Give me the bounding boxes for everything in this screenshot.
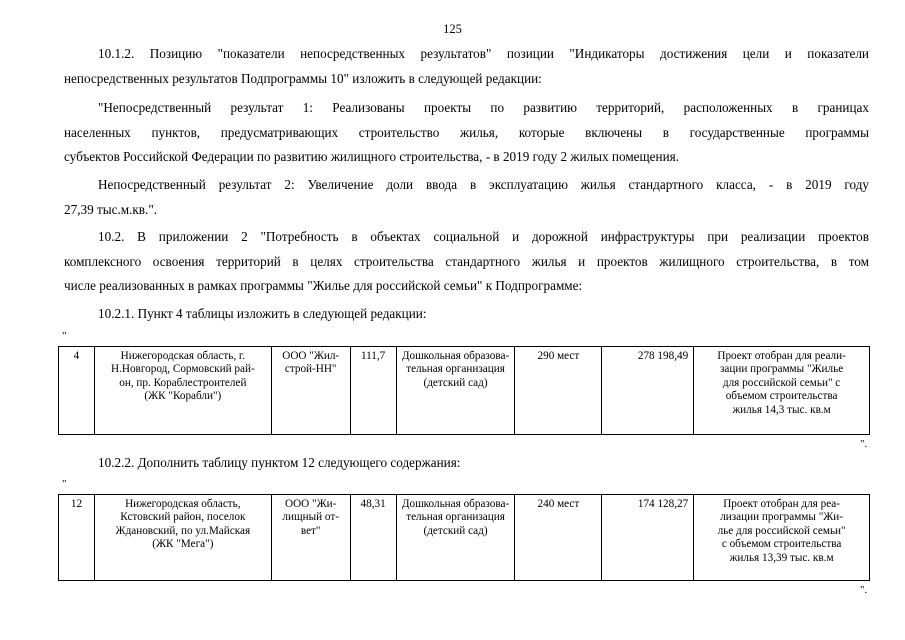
opening-quote: " [62, 330, 67, 342]
cell-line: (детский сад) [423, 524, 488, 537]
developer-cell [271, 495, 350, 581]
cell-line: объемом строительства [725, 390, 838, 403]
cell-line: зации программы "Жилье [720, 363, 844, 376]
cell-line: Кстовский район, поселок [120, 511, 246, 524]
paragraph-line: комплексного освоения территорий в целях строительства стандартного жилья и проектов жилищного строительства, в том [64, 253, 869, 269]
capacity-cell: 240 мест [515, 495, 602, 581]
object-cell [396, 495, 515, 581]
paragraph-line: непосредственных результатов Подпрограммы 10" изложить в следующей редакции: [64, 70, 542, 86]
paragraph-10-2-2 [64, 451, 869, 476]
paragraph-line: населенных пунктов, предусматривающих строительство жилья, которые включены в государственные программы [64, 124, 869, 140]
cell-line: (ЖК "Мега") [152, 538, 214, 551]
cell-line: Проект отобран для реали- [717, 350, 846, 362]
cell-line: Нижегородская область, [125, 498, 241, 510]
paragraph-line: субъектов Российской Федерации по развитию жилищного строительства, - в 2019 году 2 жилых помещения. [64, 149, 679, 164]
note-cell [694, 495, 870, 581]
cell-line: Проект отобран для реа- [723, 498, 840, 510]
table-row-12 [58, 494, 870, 581]
cell-line: жилья 14,3 тыс. кв.м [732, 403, 831, 416]
cell-line: (ЖК "Корабли") [144, 390, 222, 403]
note-cell [694, 347, 870, 435]
paragraph-line: 27,39 тыс.м.кв.". [64, 201, 157, 217]
cell-line: лизации программы "Жи- [720, 511, 843, 524]
cost-cell: 174 128,27 [602, 495, 694, 581]
cell-line: с объемом строительства [721, 538, 842, 551]
cell-line: Нижегородская область, г. [120, 350, 246, 362]
cell-line: для российской семьи" с [722, 376, 841, 389]
opening-quote: " [62, 478, 67, 490]
developer-cell [271, 347, 350, 435]
paragraph-line: 10.2.2. Дополнить таблицу пунктом 12 следующего содержания: [98, 455, 461, 470]
cell-line: ООО "Жи- [285, 498, 337, 510]
paragraph-line: Непосредственный результат 2: Увеличение доли ввода в эксплуатацию жилья стандартного класса, - в 2019 году [98, 177, 869, 192]
location-cell [94, 495, 271, 581]
cell-line: вет" [300, 524, 321, 537]
cost-cell: 278 198,49 [602, 347, 694, 435]
cell-line: Н.Новгород, Сормовский рай- [110, 363, 255, 376]
closing-quote: ". [860, 584, 868, 596]
cell-line: он, пр. Кораблестроителей [119, 376, 247, 389]
area-cell: 48,31 [350, 495, 396, 581]
cell-line: тельная организация [406, 511, 505, 524]
table-row [59, 347, 870, 435]
cell-line: Дошкольная образова- [401, 350, 510, 362]
cell-line: лищный от- [282, 511, 339, 524]
cell-line: жилья 13,39 тыс. кв.м [729, 551, 834, 564]
object-cell [396, 347, 515, 435]
cell-line: ООО "Жил- [282, 350, 340, 362]
location-cell [94, 347, 271, 435]
cell-line: Ждановский, по ул.Майская [115, 524, 251, 537]
cell-line: лье для российской семьи" [717, 524, 846, 537]
paragraph-10-1-2 [64, 42, 869, 91]
closing-quote: ". [860, 438, 868, 450]
paragraph-line: числе реализованных в рамках программы "Жилье для российской семьи" к Подпрограмме: [64, 278, 583, 293]
paragraph-10-2-1 [64, 302, 869, 327]
cell-line: (детский сад) [423, 376, 488, 389]
table-row [59, 495, 870, 581]
table-row-4 [58, 346, 870, 435]
paragraph-line: 10.1.2. Позицию "показатели непосредственных результатов" позиции "Индикаторы достижения цели и показатели [98, 46, 869, 61]
row-number: 12 [59, 495, 95, 581]
paragraph-10-2 [64, 225, 869, 299]
row-number: 4 [59, 347, 95, 435]
paragraph-result-2 [64, 173, 869, 222]
paragraph-line: "Непосредственный результат 1: Реализованы проекты по развитию территорий, расположенных в границах [98, 100, 869, 115]
cell-line: строй-НН" [284, 363, 337, 376]
paragraph-line: 10.2. В приложении 2 "Потребность в объектах социальной и дорожной инфраструктуры при реализации проектов [98, 229, 869, 244]
paragraph-line: 10.2.1. Пункт 4 таблицы изложить в следующей редакции: [98, 306, 427, 321]
page-number: 125 [443, 22, 462, 36]
paragraph-result-1 [64, 96, 869, 170]
cell-line: тельная организация [406, 363, 505, 376]
capacity-cell: 290 мест [515, 347, 602, 435]
cell-line: Дошкольная образова- [401, 498, 510, 510]
area-cell: 111,7 [350, 347, 396, 435]
